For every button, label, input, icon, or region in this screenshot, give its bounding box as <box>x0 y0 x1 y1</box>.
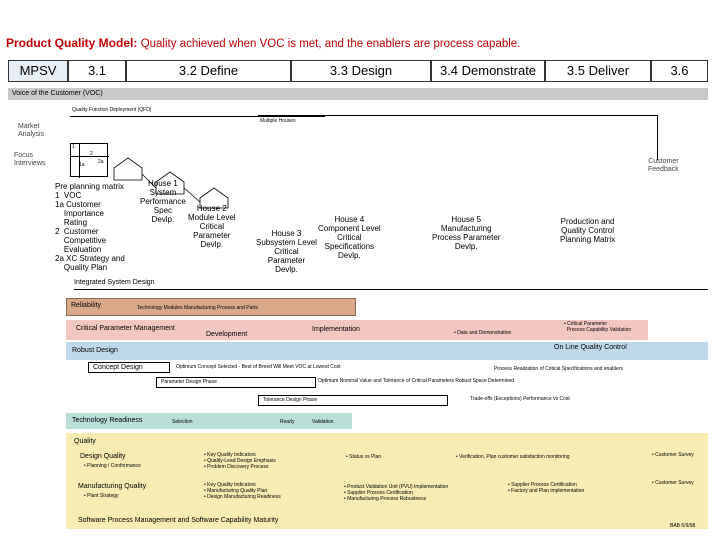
house-3-text: House 3 Subsystem Level Critical Parameter Devlp. <box>256 229 317 274</box>
phase-demonstrate[interactable]: 3.4 Demonstrate <box>431 60 545 82</box>
reliability-bar: Reliability Technology Modules Manufacturing Process and Parts <box>66 298 356 316</box>
qfd-label: Quality Function Deployment (QFD) <box>72 107 152 113</box>
integrated-design-label: Integrated System Design <box>74 279 155 286</box>
title-main: Product Quality Model: <box>6 36 138 50</box>
grid-num-2a: 2a <box>98 159 104 165</box>
house-2-text: House 2 Module Level Critical Parameter Devlp. <box>188 204 236 249</box>
market-analysis-label: Market Analysis <box>18 123 45 139</box>
tradeoffs-text: Trade-offs (Exceptions) Performance vs Cost <box>470 396 570 402</box>
phase-mpsv[interactable]: MPSV <box>8 60 68 82</box>
process-realization-text: Process Realization of Critical Specifications and enablers <box>494 366 623 372</box>
grid-num-1: 1 <box>72 144 75 150</box>
technology-readiness-bar: Technology Readiness Selection Ready Validation <box>66 413 352 429</box>
cpm-bar: Critical Parameter Management Development Implementation • Data and Demonstration • Critical Parameter Process Capability Validation <box>66 320 648 340</box>
footer-label: BAB 6/9/98 <box>670 523 696 529</box>
parameter-design-box: Parameter Design Phase <box>156 377 316 388</box>
phase-deliver[interactable]: 3.5 Deliver <box>545 60 651 82</box>
house-4-text: House 4 Component Level Critical Specifications Devlp. <box>318 215 381 260</box>
phase-define[interactable]: 3.2 Define <box>126 60 291 82</box>
focus-interviews-label: Focus Interviews <box>14 152 46 168</box>
quality-bar: Quality Design Quality • Planning / Conformance • Key Quality Indicators • Quality-Lead Design Emphasis • Problem Discovery Process • Status vs Plan • Verification, Plan customer satisfaction monitoring • Customer Survey Manufacturing Quality • Plant Strategy • Key Quality Indicators • Manufacturing Quality Plan • Design Manufacturing Readiness • Product Validation Unit (PVU) Implementation • Supplier Process Certification • Manufacturing Process Robustness • Supplier Process Certification • Factory and Plan implementation • Customer Survey Software Process Management and Software Capability Maturity <box>66 433 708 529</box>
concept-text: Optimum Concept Selected - Best of Breed Will Meet VOC at Lowest Cost <box>176 364 341 370</box>
phase-design[interactable]: 3.3 Design <box>291 60 431 82</box>
house-shape-1 <box>114 158 142 180</box>
page-title <box>6 37 520 51</box>
grid-num-1a: 1a <box>79 162 85 168</box>
production-text: Production and Quality Control Planning Matrix <box>560 217 616 244</box>
customer-feedback-label: Customer Feedback <box>648 158 679 174</box>
phase-3-1[interactable]: 3.1 <box>68 60 126 82</box>
phase-3-6[interactable]: 3.6 <box>651 60 708 82</box>
integrated-design-line <box>74 289 708 290</box>
parameter-design-text: Optimum Nominal Value and Tolerance of Critical Parameters Robust Space Determined <box>318 378 515 384</box>
voc-bar: Voice of the Customer (VOC) <box>8 88 708 100</box>
house-1-text: House 1 System Performance Spec Devlp. <box>140 179 186 224</box>
title-sub: Quality achieved when VOC is met, and the enablers are process capable. <box>140 38 521 50</box>
preplanning-text: Pre planning matrix 1 VOC 1a Customer Importance Rating 2 Customer Competitive Evaluation 2a XC Strategy and Quality Plan <box>55 182 125 272</box>
concept-design-box: Concept Design <box>88 362 170 373</box>
house-5-text: House 5 Manufacturing Process Parameter Devlp. <box>432 215 501 251</box>
robust-design-bar: Robust Design On Line Quality Control <box>66 342 708 360</box>
multiple-houses-label: Multiple Houses <box>260 118 296 124</box>
grid-num-2: 2 <box>90 151 93 157</box>
tolerance-design-box: Tolerance Design Phase <box>258 395 448 406</box>
